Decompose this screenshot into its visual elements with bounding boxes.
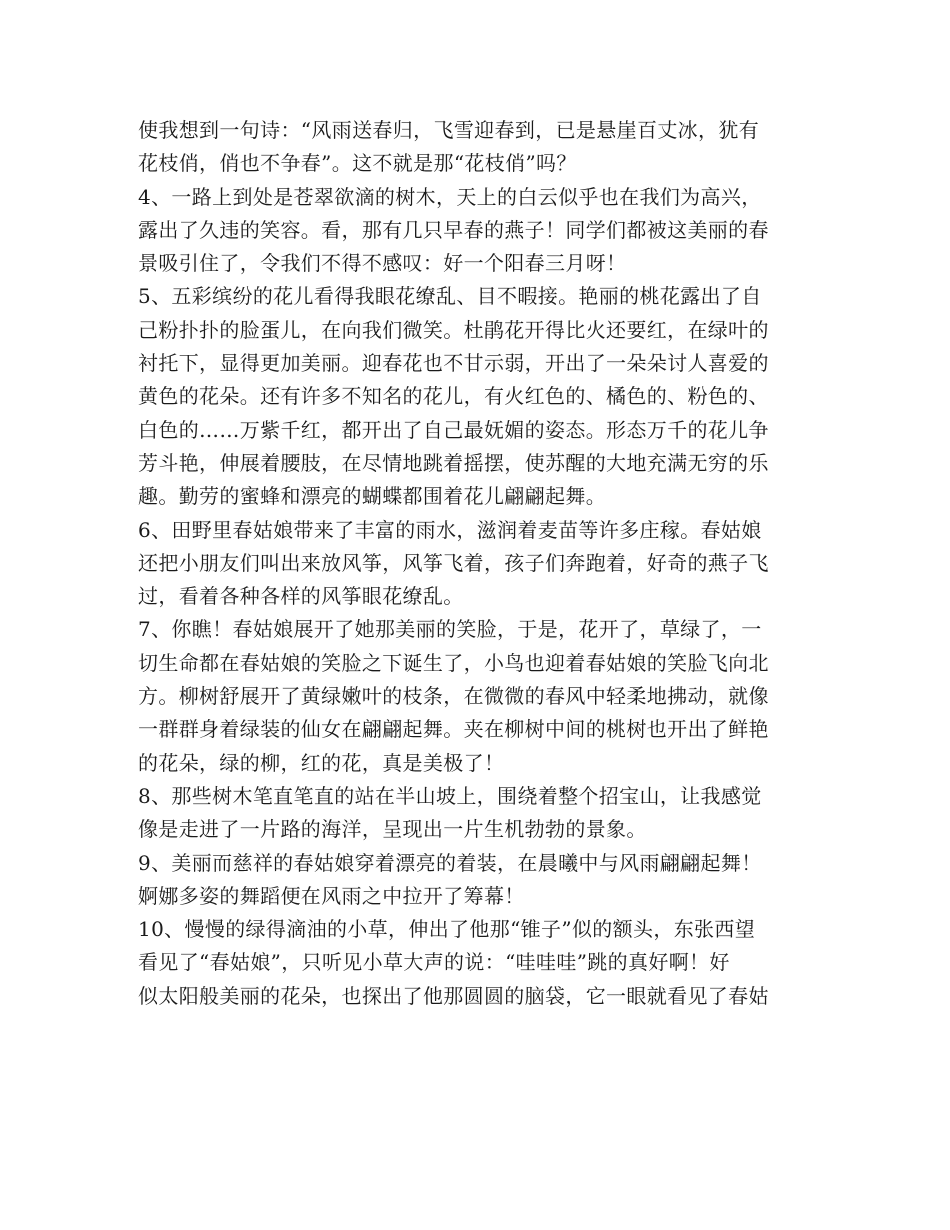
text-line: 像是走进了一片路的海洋，呈现出一片生机勃勃的景象。 — [138, 817, 647, 842]
text-line: 5、五彩缤纷的花儿看得我眼花缭乱、目不暇接。艳丽的桃花露出了自 — [138, 284, 762, 309]
text-line: 一群群身着绿装的仙女在翩翩起舞。夹在柳树中间的桃树也开出了鲜艳 — [138, 717, 769, 742]
text-line: 己粉扑扑的脸蛋儿，在向我们微笑。杜鹃花开得比火还要红，在绿叶的 — [138, 317, 769, 342]
text-line: 7、你瞧！春姑娘展开了她那美丽的笑脸，于是，花开了，草绿了，一 — [138, 617, 762, 642]
text-line: 过，看着各种各样的风筝眼花缭乱。 — [138, 584, 464, 609]
text-line: 白色的……万紫千红，都开出了自己最妩媚的姿态。形态万千的花儿争 — [138, 417, 769, 442]
text-line: 6、田野里春姑娘带来了丰富的雨水，滋润着麦苗等许多庄稼。春姑娘 — [138, 517, 762, 542]
text-line: 切生命都在春姑娘的笑脸之下诞生了，小鸟也迎着春姑娘的笑脸飞向北 — [138, 650, 769, 675]
text-line: 还把小朋友们叫出来放风筝，风筝飞着，孩子们奔跑着，好奇的燕子飞 — [138, 550, 769, 575]
text-line: 使我想到一句诗：“风雨送春归，飞雪迎春到，已是悬崖百丈冰，犹有 — [138, 118, 760, 142]
text-line: 方。柳树舒展开了黄绿嫩叶的枝条，在微微的春风中轻柔地拂动，就像 — [138, 684, 769, 709]
text-line: 芳斗艳，伸展着腰肢，在尽情地跳着摇摆，使苏醒的大地充满无穷的乐 — [138, 450, 769, 475]
text-line: 趣。勤劳的蜜蜂和漂亮的蝴蝶都围着花儿翩翩起舞。 — [138, 484, 607, 509]
text-line: 10、慢慢的绿得滴油的小草，伸出了他那“锥子”似的额头，东张西望 — [138, 917, 756, 942]
text-line: 露出了久违的笑容。看，那有几只早春的燕子！同学们都被这美丽的春 — [138, 217, 769, 242]
text-line: 9、美丽而慈祥的春姑娘穿着漂亮的着装，在晨曦中与风雨翩翩起舞！ — [138, 850, 762, 875]
text-line: 似太阳般美丽的花朵，也探出了他那圆圆的脑袋，它一眼就看见了春姑 — [138, 983, 769, 1008]
text-line: 看见了“春姑娘”，只听见小草大声的说：“哇哇哇”跳的真好啊！好 — [138, 950, 730, 975]
text-line: 花枝俏，俏也不争春”。这不就是那“花枝俏”吗？ — [138, 151, 577, 176]
text-line: 的花朵，绿的柳，红的花，真是美极了！ — [138, 750, 505, 775]
text-line: 景吸引住了，令我们不得不感叹：好一个阳春三月呀！ — [138, 251, 627, 276]
text-line: 衬托下，显得更加美丽。迎春花也不甘示弱，开出了一朵朵讨人喜爱的 — [138, 351, 769, 376]
document-body — [138, 114, 818, 1013]
text-line: 4、一路上到处是苍翠欲滴的树木，天上的白云似乎也在我们为高兴， — [138, 184, 762, 209]
text-line: 8、那些树木笔直笔直的站在半山坡上，围绕着整个招宝山，让我感觉 — [138, 783, 762, 808]
text-line: 黄色的花朵。还有许多不知名的花儿，有火红色的、橘色的、粉色的、 — [138, 384, 769, 409]
text-line: 婀娜多姿的舞蹈便在风雨之中拉开了筹幕！ — [138, 883, 525, 908]
